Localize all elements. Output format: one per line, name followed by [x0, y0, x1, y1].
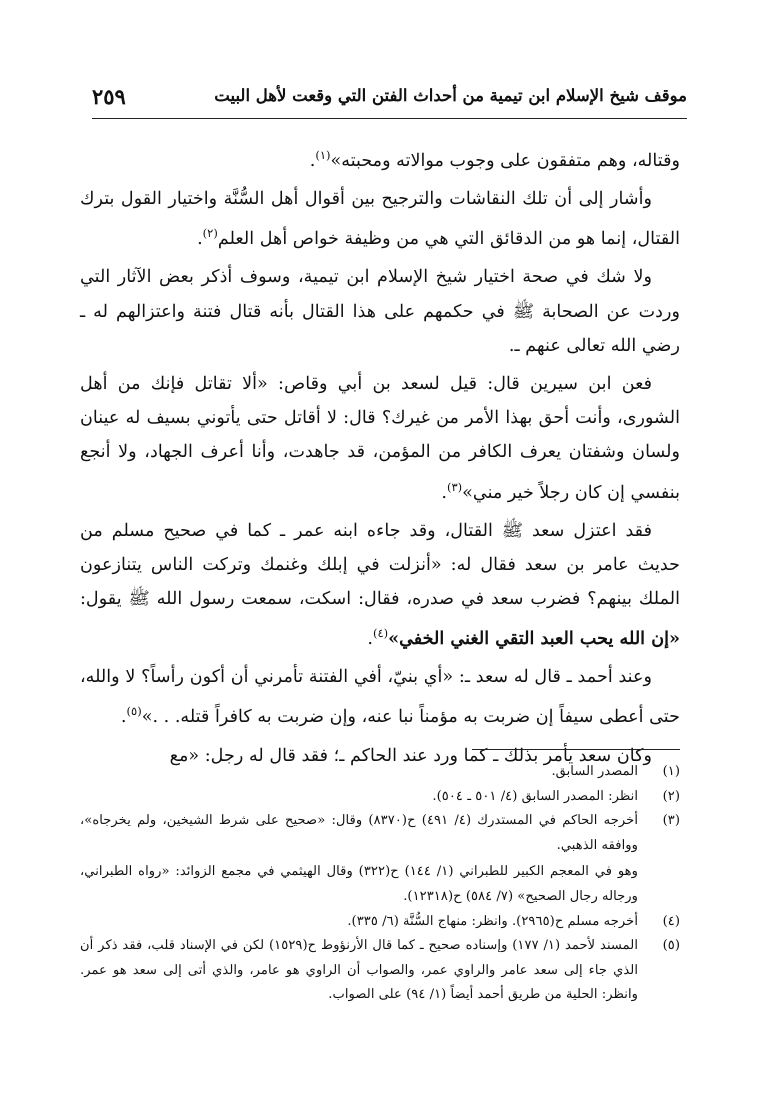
footnote-2 [80, 785, 680, 810]
footnote-3 [80, 809, 680, 909]
footnote-text: المصدر السابق. [551, 764, 638, 779]
running-header [92, 84, 687, 119]
footnote-1 [80, 760, 680, 785]
paragraph-5: فقد اعتزل سعد ﷺ القتال، وقد جاءه ابنه عمر ـ كما في صحيح مسلم من حديث عامر بن سعد فقال له: «أنزلت في إبلك وغنمك وتركت الناس يتنازعون الملك بينهم؟ فضرب سعد في صدره، فقال: اسكت، سمعت رسول الله ﷺ يقول: «إن الله يحب العبد التقي الغني الخفي»$^{(٤)}$. [80, 520, 680, 650]
footnote-text: انظر: المصدر السابق (٤/ ٥٠١ ـ ٥٠٤). [432, 788, 638, 804]
footnote-number: (٣) [662, 813, 680, 829]
footnote-number: (٤) [662, 913, 680, 929]
footnote-5 [80, 934, 680, 1008]
footnote-number: (١) [662, 764, 680, 779]
footnote-text: أخرجه مسلم ح(٢٩٦٥). وانظر: منهاج السُّنَّة (٦/ ٣٣٥). [347, 913, 638, 929]
paragraph-3: ولا شك في صحة اختيار شيخ الإسلام ابن تيمية، وسوف أذكر بعض الآثار التي وردت عن الصحابة ﷺ في حكمهم على هذا القتال بأنه قتال فتنة واعتزالهم له ـ رضي الله تعالى عنهم ـ. [80, 267, 680, 356]
footnote-ref-5: (٥) [126, 704, 142, 719]
footnote-ref-3: (٣) [446, 479, 463, 494]
paragraph-4: فعن ابن سيرين قال: قيل لسعد بن أبي وقاص: «ألا تقاتل فإنك من أهل الشورى، وأنت أحق بهذا الأمر من غيرك؟ قال: لا أقاتل حتى يأتوني بسيف له عينان ولسان وشفتان يعرف الكافر من المؤمن، قد جاهدت، وأنا أعرف الجهاد، ولا أنجع بنفسي إن كان رجلاً خير مني»$^{(٣)}$. [80, 373, 680, 503]
footnote-extra: وهو في المعجم الكبير للطبراني (١/ ١٤٤) ح(٣٢٢) وقال الهيثمي في مجمع الزوائد: «رواه الطبراني، ورجاله رجال الصحيح» (٧/ ٥٨٤) ح(١٢٣١٨). [80, 864, 639, 904]
footnote-text: المسند لأحمد (١/ ١٧٧) وإسناده صحيح ـ كما قال الأرنؤوط ح(١٥٢٩) لكن في الإسناد قلب، فقد ذكر أن الذي جاء إلى سعد عامر والراوي عمر، والصواب أن الراوي هو عامر، والذي أتى إلى سعد هو عمر. وانظر: الحلية من طريق أحمد أيضاً (١/ ٩٤) على الصواب. [80, 938, 638, 1003]
header-title: موقف شيخ الإسلام ابن تيمية من أحداث الفتن التي وقعت لأهل البيت [214, 86, 687, 105]
footnote-ref-4: (٤) [372, 626, 389, 641]
footnote-ref-1: (١) [315, 148, 331, 162]
paragraph-7: وكان سعد يأمر بذلك ـ كما ورد عند الحاكم ـ؛ فقد قال له رجل: «مع [169, 745, 652, 766]
footnotes [80, 760, 680, 1008]
footnote-ref-2: (٢) [202, 226, 218, 241]
paragraph-2: وأشار إلى أن تلك النقاشات والترجيح بين أقوال أهل السُّنَّة واختيار القول بترك القتال، إنما هو من الدقائق التي هي من وظيفة خواص أهل العلم$^{(٢)}$. [80, 189, 680, 250]
footnote-text: أخرجه الحاكم في المستدرك (٤/ ٤٩١) ح(٨٣٧٠) وقال: «صحيح على شرط الشيخين، ولم يخرجاه»، ووافقه الذهبي. وهو في المعجم الكبير للطبراني (١/ ١٤٤) ح(٣٢٢) وقال الهيثمي في مجمع الزوائد: «رواه الطبراني، ورجاله رجال الصحيح» (٧/ ٥٨٤) ح(١٢٣١٨). [80, 809, 638, 909]
footnote-4 [80, 910, 680, 935]
main-text [80, 138, 680, 777]
hadith-quote: «إن الله يحب العبد التقي الغني الخفي» [388, 628, 680, 650]
page-number: ٢٥٩ [92, 84, 126, 109]
footnote-divider [472, 749, 680, 750]
paragraph-1: وقتاله، وهم متفقون على وجوب موالاته ومحبته»$^{(١)}$. [309, 148, 680, 171]
footnote-number: (٢) [662, 788, 680, 804]
paragraph-6: وعند أحمد ـ قال له سعد ـ: «أي بنيّ، أفي الفتنة تأمرني أن أكون رأساً؟ لا والله، حتى أعطى سيفاً إن ضربت به مؤمناً نبا عنه، وإن ضربت به كافراً قتله. . .»$^{(٥)}$. [80, 667, 680, 728]
footnote-number: (٥) [662, 938, 680, 954]
